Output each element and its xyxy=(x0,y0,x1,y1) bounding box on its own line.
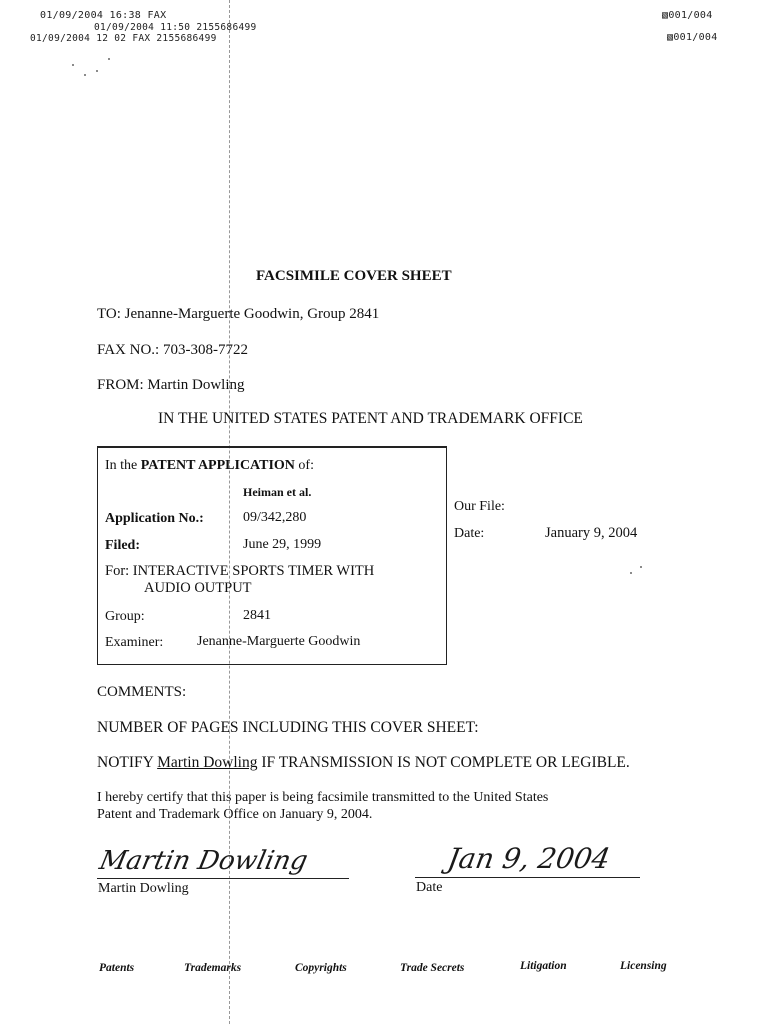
fax-header-line3: 01/09/2004 12 02 FAX 2155686499 xyxy=(30,33,217,44)
footer-litigation: Litigation xyxy=(520,960,567,972)
office-heading: IN THE UNITED STATES PATENT AND TRADEMARK OFFICE xyxy=(158,410,583,427)
application-heading: In the PATENT APPLICATION of: xyxy=(105,458,314,473)
signature-line xyxy=(97,878,349,879)
fax-number-line: FAX NO.: 703-308-7722 xyxy=(97,342,248,358)
application-number-label: Application No.: xyxy=(105,511,204,526)
certification-line2: Patent and Trademark Office on January 9, 2004. xyxy=(97,807,373,822)
footer-licensing: Licensing xyxy=(620,960,667,972)
scan-speck xyxy=(108,58,110,60)
fax-page-counter-2: ▧001/004 xyxy=(667,32,718,43)
signature-date-label: Date xyxy=(416,880,443,895)
invention-title-line2: AUDIO OUTPUT xyxy=(144,580,252,596)
page-count-line: NUMBER OF PAGES INCLUDING THIS COVER SHEET: xyxy=(97,719,479,736)
scan-speck xyxy=(96,70,98,72)
group-label: Group: xyxy=(105,609,145,624)
filed-date: June 29, 1999 xyxy=(243,537,322,552)
footer-copyrights: Copyrights xyxy=(295,962,347,974)
date-value: January 9, 2004 xyxy=(545,525,638,541)
filed-label: Filed: xyxy=(105,538,140,553)
application-number: 09/342,280 xyxy=(243,510,307,525)
handwritten-signature: Martin Dowling xyxy=(96,846,311,876)
scan-speck xyxy=(84,74,86,76)
examiner-name: Jenanne-Marguerte Goodwin xyxy=(197,634,361,649)
scan-speck xyxy=(72,64,74,66)
group-number: 2841 xyxy=(243,608,271,623)
notify-contact: Martin Dowling xyxy=(157,754,258,771)
invention-title-line1: For: INTERACTIVE SPORTS TIMER WITH xyxy=(105,563,375,579)
footer-trademarks: Trademarks xyxy=(184,962,242,974)
fax-header-line2: 01/09/2004 11:50 2155686499 xyxy=(94,22,257,33)
document-title: FACSIMILE COVER SHEET xyxy=(256,268,452,284)
handwritten-date: Jan 9, 2004 xyxy=(445,842,613,875)
comments-label: COMMENTS: xyxy=(97,684,187,700)
date-signature-line xyxy=(415,877,640,878)
scan-speck xyxy=(640,566,642,568)
scan-speck xyxy=(630,572,632,574)
inventor-name: Heiman et al. xyxy=(243,485,312,499)
signer-name: Martin Dowling xyxy=(98,881,189,896)
fax-page-counter: ▧001/004 xyxy=(662,10,713,21)
fax-header-line1: 01/09/2004 16:38 FAX xyxy=(40,10,167,21)
examiner-label: Examiner: xyxy=(105,635,164,650)
application-box xyxy=(97,446,447,665)
footer-trade-secrets: Trade Secrets xyxy=(400,962,465,974)
to-line: TO: Jenanne-Marguerte Goodwin, Group 2841 xyxy=(97,306,380,322)
our-file-label: Our File: xyxy=(454,499,505,514)
date-label: Date: xyxy=(454,526,485,541)
from-line: FROM: Martin Dowling xyxy=(97,377,245,393)
certification-line1: I hereby certify that this paper is being facsimile transmitted to the United States xyxy=(97,790,549,805)
footer-patents: Patents xyxy=(99,962,135,974)
notify-line: NOTIFY Martin Dowling IF TRANSMISSION IS NOT COMPLETE OR LEGIBLE. xyxy=(97,754,630,771)
